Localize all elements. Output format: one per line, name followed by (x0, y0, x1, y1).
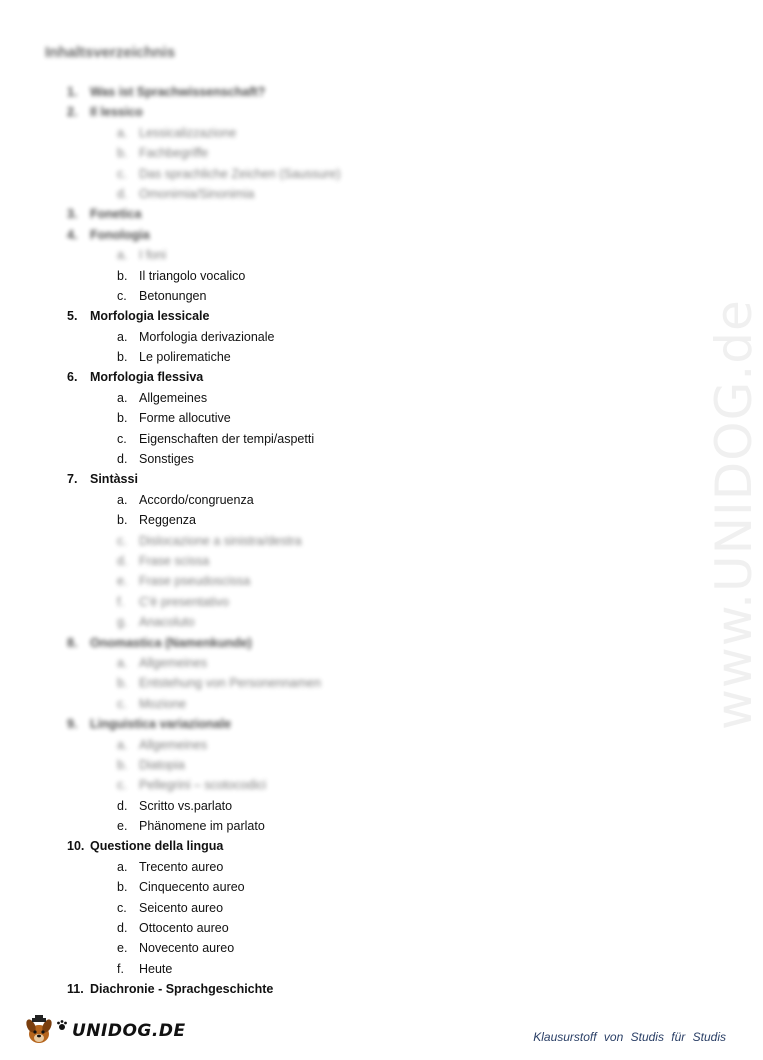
toc-subsection (0, 816, 700, 836)
toc-subsection-letter: b. (117, 268, 128, 283)
toc-subsection-label: I foni (139, 248, 167, 263)
toc-subsection-letter: d. (117, 921, 128, 936)
paw-icon (56, 1019, 68, 1031)
toc-subsection-label: Omonimia/Sinonimia (139, 186, 255, 201)
toc-subsection-label: Fachbegriffe (139, 146, 209, 161)
toc-section (0, 836, 700, 856)
toc-subsection-label: Le polirematiche (139, 350, 231, 365)
toc-section (0, 225, 700, 245)
toc-section-number: 5. (67, 309, 78, 324)
toc-subsection (0, 551, 700, 571)
toc-subsection-label: Frase scissa (139, 553, 210, 568)
toc-subsection (0, 388, 700, 408)
toc-subsection (0, 775, 700, 795)
toc-subsection-label: Forme allocutive (139, 411, 231, 426)
toc-subsection (0, 286, 700, 306)
toc-subsection (0, 266, 700, 286)
toc-subsection-letter: g. (117, 615, 128, 630)
toc-subsection-label: Anacoluto (139, 615, 195, 630)
toc-section-label: Morfologia lessicale (90, 309, 210, 324)
toc-subsection-label: Das sprachliche Zeichen (Saussure) (139, 166, 341, 181)
toc-subsection (0, 123, 700, 143)
toc-subsection-label: Scritto vs.parlato (139, 798, 233, 813)
toc-subsection-letter: f. (117, 594, 124, 609)
toc-subsection-label: Allgemeines (139, 737, 208, 752)
toc-subsection (0, 592, 700, 612)
toc-heading: Inhaltsverzeichnis (45, 44, 176, 61)
toc-section-label: Il lessico (90, 105, 143, 120)
toc-subsection-letter: b. (117, 757, 128, 772)
toc-subsection (0, 449, 700, 469)
toc-section-label: Fonologia (90, 227, 150, 242)
toc-subsection-letter: b. (117, 513, 128, 528)
toc-section-number: 10. (67, 839, 85, 854)
toc-section-number: 4. (67, 227, 78, 242)
toc-subsection-letter: a. (117, 125, 128, 140)
toc-subsection-letter: d. (117, 553, 128, 568)
toc-subsection-label: Lessicalizzazione (139, 125, 237, 140)
toc-subsection-letter: c. (117, 696, 127, 711)
toc-subsection-label: Allgemeines (139, 390, 208, 405)
toc-subsection-letter: e. (117, 819, 128, 834)
toc-subsection-letter: a. (117, 390, 128, 405)
toc-subsection-letter: a. (117, 329, 128, 344)
toc-subsection (0, 735, 700, 755)
toc-subsection (0, 755, 700, 775)
toc-subsection (0, 571, 700, 591)
toc-section-label: Questione della lingua (90, 839, 224, 854)
toc-subsection-label: Entstehung von Personennamen (139, 676, 322, 691)
toc-section (0, 102, 700, 122)
toc-subsection (0, 612, 700, 632)
toc-subsection-label: Morfologia derivazionale (139, 329, 275, 344)
toc-subsection (0, 918, 700, 938)
toc-subsection-label: C'è presentativo (139, 594, 229, 609)
toc-subsection-letter: d. (117, 452, 128, 467)
unidog-logo (24, 1014, 186, 1048)
toc-subsection (0, 898, 700, 918)
toc-subsection-label: Allgemeines (139, 655, 208, 670)
toc-subsection-letter: c. (117, 166, 127, 181)
toc-section-number: 8. (67, 635, 78, 650)
toc-section (0, 979, 700, 999)
toc-section-label: Sintàssi (90, 472, 138, 487)
toc-subsection (0, 959, 700, 979)
toc-subsection (0, 510, 700, 530)
toc-subsection (0, 164, 700, 184)
toc-subsection-letter: e. (117, 941, 128, 956)
toc-section-number: 7. (67, 472, 78, 487)
toc-subsection-letter: b. (117, 880, 128, 895)
toc-subsection-letter: a. (117, 655, 128, 670)
toc-subsection (0, 673, 700, 693)
toc-subsection-letter: e. (117, 574, 128, 589)
toc-subsection-label: Dislocazione a sinistra/destra (139, 533, 302, 548)
toc-subsection-letter: c. (117, 900, 127, 915)
toc-subsection-label: Sonstiges (139, 452, 194, 467)
toc-section (0, 306, 700, 326)
toc-subsection (0, 327, 700, 347)
toc-subsection-label: Phänomene im parlato (139, 819, 265, 834)
toc-section-label: Fonetica (90, 207, 142, 222)
toc-subsection (0, 408, 700, 428)
toc-subsection-label: Betonungen (139, 288, 207, 303)
toc-subsection (0, 938, 700, 958)
toc-subsection-label: Il triangolo vocalico (139, 268, 246, 283)
toc-subsection-label: Eigenschaften der tempi/aspetti (139, 431, 315, 446)
toc-section (0, 714, 700, 734)
toc-subsection-label: Trecento aureo (139, 859, 224, 874)
toc-subsection (0, 857, 700, 877)
toc-subsection-letter: c. (117, 533, 127, 548)
toc-subsection-label: Frase pseudoscissa (139, 574, 251, 589)
watermark: www.UNIDOG.de (705, 299, 763, 730)
toc-section-label: Onomastica (Namenkunde) (90, 635, 252, 650)
toc-subsection-letter: c. (117, 431, 127, 446)
toc-section (0, 82, 700, 102)
table-of-contents (0, 82, 700, 1000)
toc-section-number: 1. (67, 85, 78, 99)
toc-subsection-letter: b. (117, 146, 128, 161)
toc-subsection-label: Accordo/congruenza (139, 492, 254, 507)
toc-subsection (0, 653, 700, 673)
toc-subsection-label: Heute (139, 961, 173, 976)
toc-subsection-label: Seicento aureo (139, 900, 224, 915)
toc-subsection-label: Novecento aureo (139, 941, 235, 956)
toc-subsection-label: Ottocento aureo (139, 921, 229, 936)
dog-icon (24, 1014, 54, 1048)
toc-subsection-label: Diatopia (139, 757, 185, 772)
toc-subsection (0, 143, 700, 163)
toc-subsection-letter: d. (117, 186, 128, 201)
toc-subsection-letter: b. (117, 411, 128, 426)
toc-subsection (0, 490, 700, 510)
toc-subsection-letter: a. (117, 859, 128, 874)
toc-subsection-label: Pellegrini – scotocodici (139, 778, 267, 793)
toc-subsection-letter: f. (117, 961, 124, 976)
toc-subsection-letter: b. (117, 676, 128, 691)
toc-subsection (0, 694, 700, 714)
toc-subsection (0, 245, 700, 265)
toc-section-number: 11. (67, 982, 84, 997)
toc-subsection-label: Reggenza (139, 513, 196, 528)
toc-subsection-letter: a. (117, 737, 128, 752)
toc-subsection-letter: a. (117, 248, 128, 263)
toc-subsection-letter: c. (117, 778, 127, 793)
toc-section-label: Was ist Sprachwissenschaft? (90, 85, 266, 99)
toc-subsection-letter: b. (117, 350, 128, 365)
toc-subsection (0, 531, 700, 551)
logo-text: UNIDOG.DE (72, 1021, 186, 1041)
toc-section (0, 204, 700, 224)
toc-subsection-letter: d. (117, 798, 128, 813)
toc-section-label: Morfologia flessiva (90, 370, 204, 385)
toc-section-number: 9. (67, 717, 78, 732)
toc-section-label: Diachronie - Sprachgeschichte (90, 982, 274, 997)
toc-section-label: Linguistica variazionale (90, 717, 232, 732)
toc-subsection (0, 877, 700, 897)
toc-section-number: 3. (67, 207, 78, 222)
toc-subsection (0, 429, 700, 449)
toc-section (0, 469, 700, 489)
footer-tagline: Klausurstoff von Studis für Studis (533, 1030, 726, 1044)
toc-subsection-label: Mozione (139, 696, 187, 711)
toc-section (0, 367, 700, 387)
toc-subsection-letter: a. (117, 492, 128, 507)
toc-subsection-label: Cinquecento aureo (139, 880, 245, 895)
toc-subsection (0, 347, 700, 367)
toc-subsection (0, 184, 700, 204)
toc-section (0, 633, 700, 653)
toc-section-number: 2. (67, 105, 78, 120)
toc-subsection (0, 796, 700, 816)
toc-subsection-letter: c. (117, 288, 127, 303)
toc-section-number: 6. (67, 370, 78, 385)
